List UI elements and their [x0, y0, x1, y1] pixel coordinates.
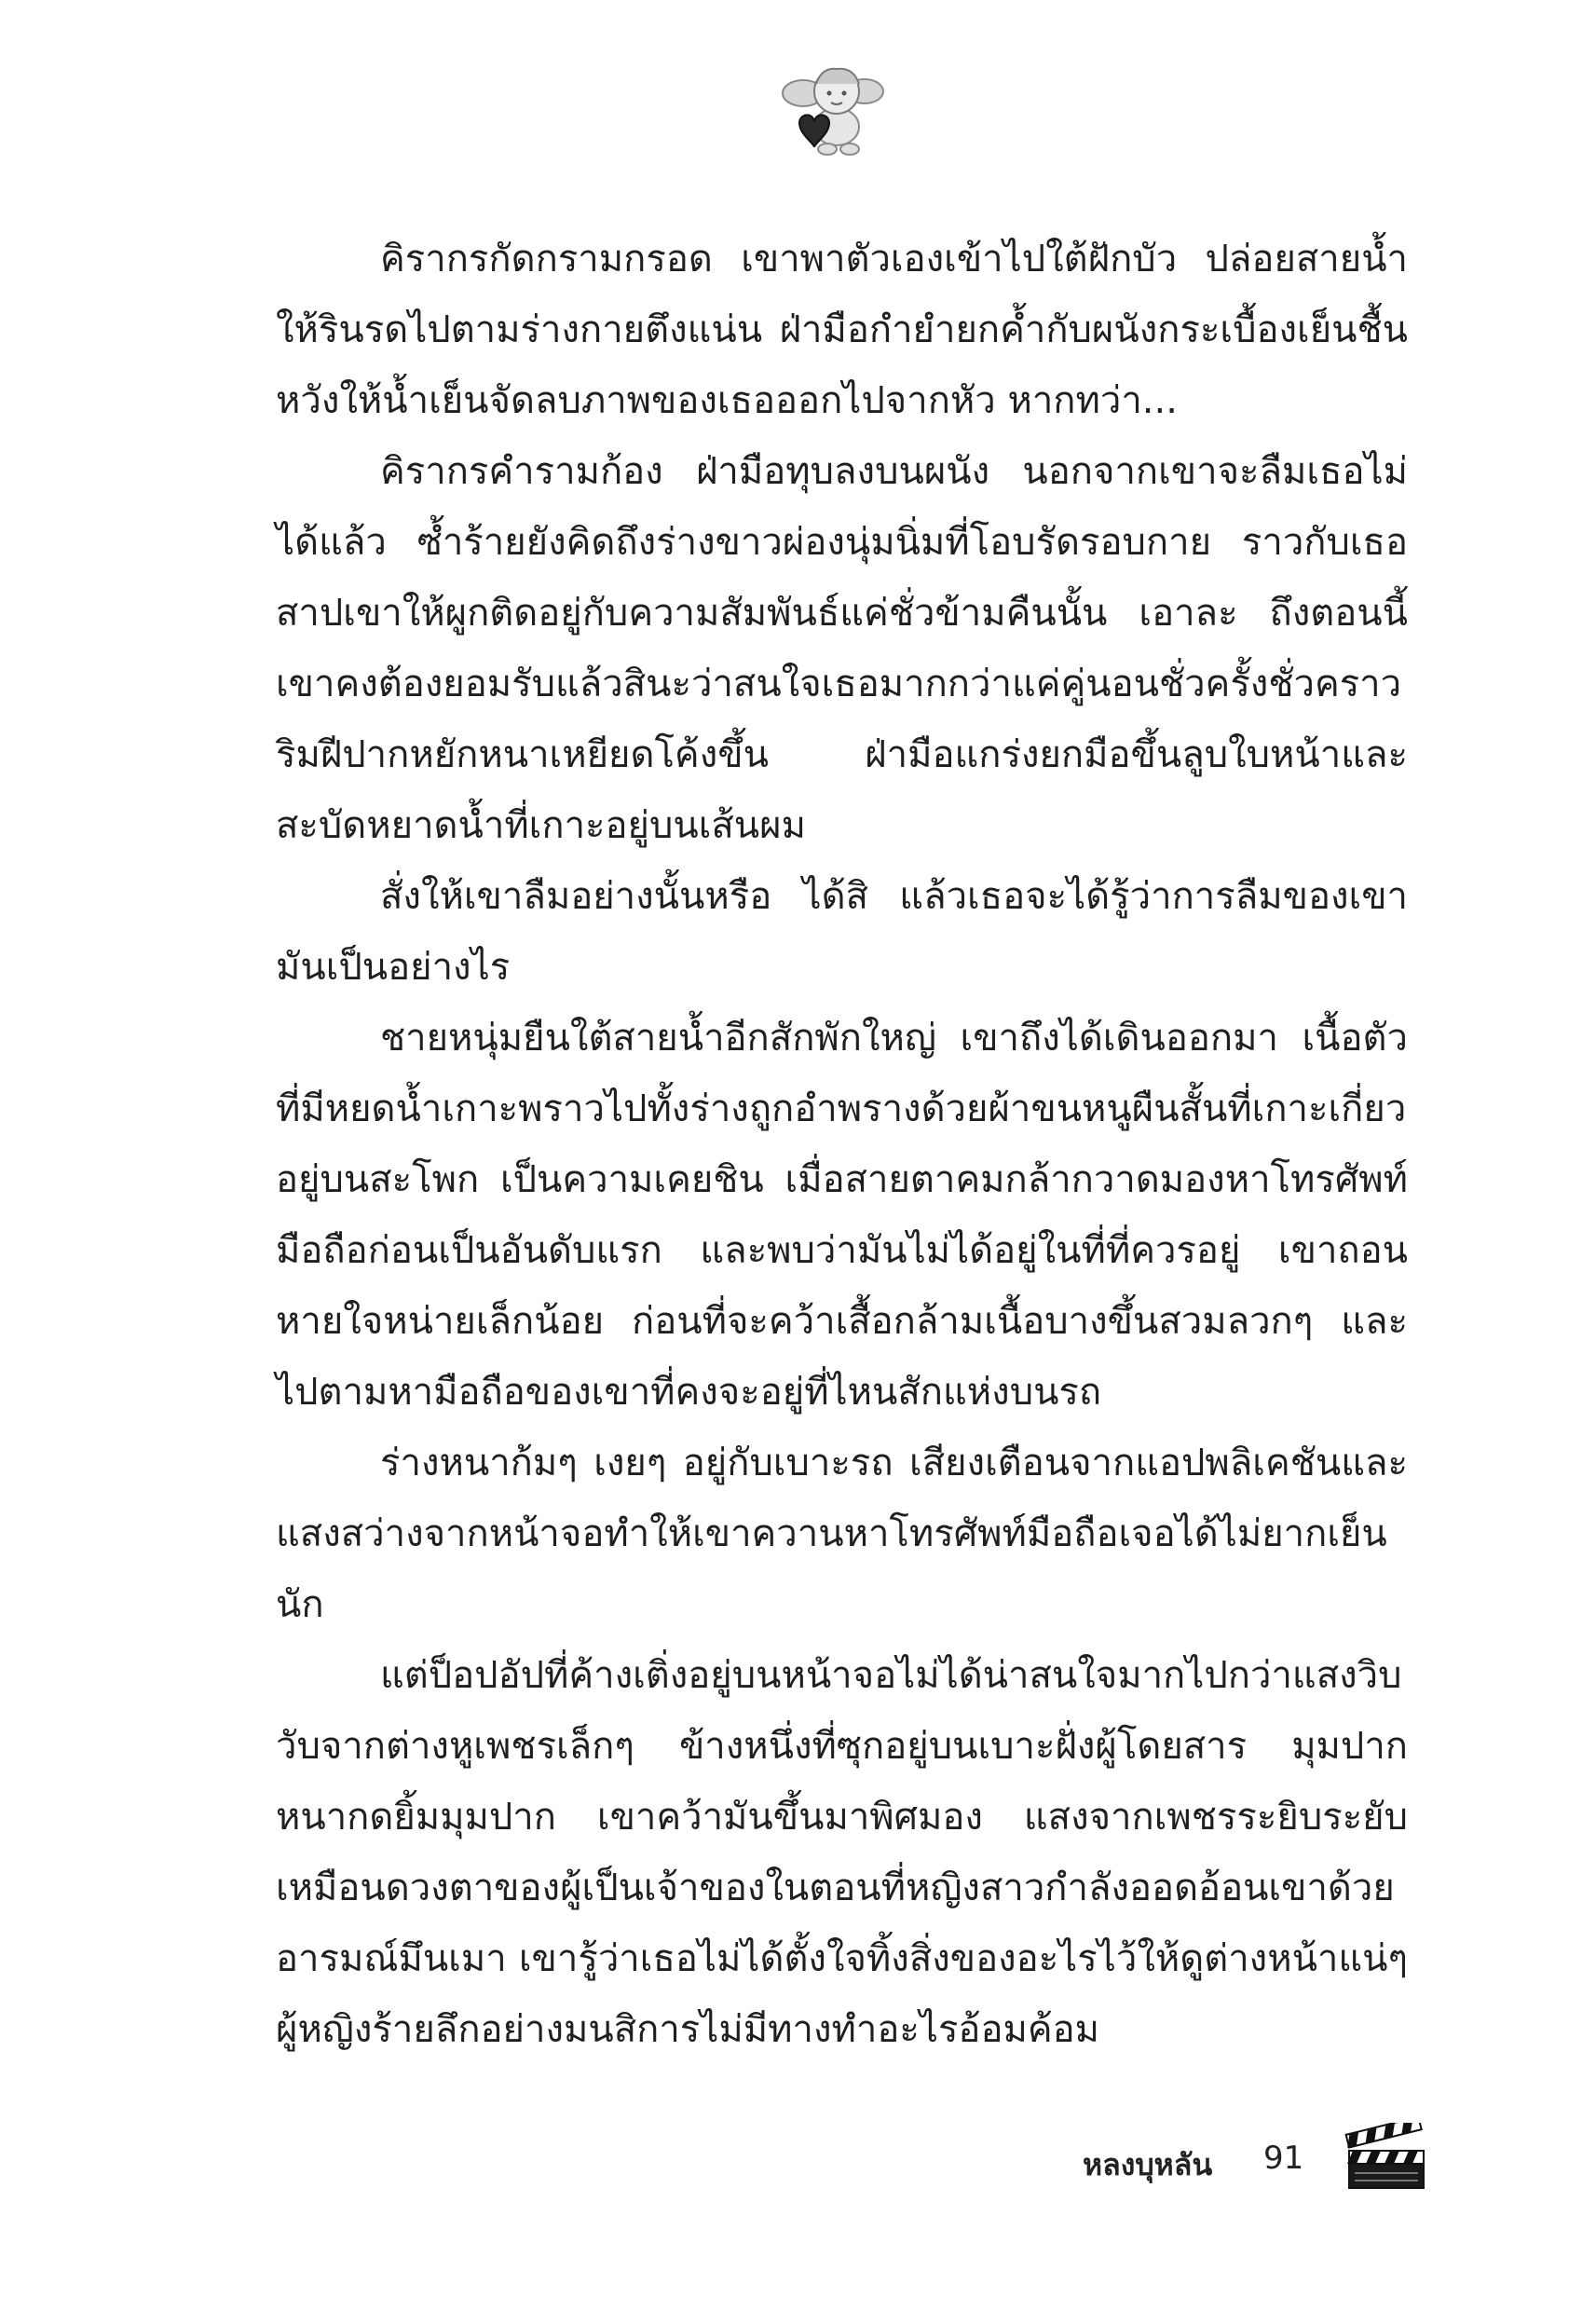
paragraph: ร่างหนาก้มๆ เงยๆ อยู่กับเบาะรถ เสียงเตือนจากแอปพลิเคชันและแสงสว่างจากหน้าจอทำให้เขาควานหาโทรศัพท์มือถือเจอได้ไม่ยากเย็นนัก [276, 1442, 1408, 1626]
page-number: 91 [1263, 2140, 1304, 2177]
cupid-with-heart-icon [779, 58, 887, 160]
body-text [276, 224, 1408, 2065]
paragraph: ชายหนุ่มยืนใต้สายน้ำอีกสักพักใหญ่ เขาถึงได้เดินออกมา เนื้อตัวที่มีหยดน้ำเกาะพราวไปทั้งร่างถูกอำพรางด้วยผ้าขนหนูผืนสั้นที่เกาะเกี่ยวอยู่บนสะโพก เป็นความเคยชิน เมื่อสายตาคมกล้ากวาดมองหาโทรศัพท์มือถือก่อนเป็นอันดับแรก และพบว่ามันไม่ได้อยู่ในที่ที่ควรอยู่ เขาถอนหายใจหน่ายเล็กน้อย ก่อนที่จะคว้าเสื้อกล้ามเนื้อบางขึ้นสวมลวกๆ และไปตามหามือถือของเขาที่คงจะอยู่ที่ไหนสักแห่งบนรถ [276, 1017, 1408, 1414]
paragraph: สั่งให้เขาลืมอย่างนั้นหรือ ได้สิ แล้วเธอจะได้รู้ว่าการลืมของเขามันเป็นอย่างไร [276, 875, 1408, 989]
paragraph: คิรากรคำรามก้อง ฝ่ามือทุบลงบนผนัง นอกจากเขาจะลืมเธอไม่ได้แล้ว ซ้ำร้ายยังคิดถึงร่างขาวผ่องนุ่มนิ่มที่โอบรัดรอบกาย ราวกับเธอสาปเขาให้ผูกติดอยู่กับความสัมพันธ์แค่ชั่วข้ามคืนนั้น เอาละ ถึงตอนนี้เขาคงต้องยอมรับแล้วสินะว่าสนใจเธอมากกว่าแค่คู่นอนชั่วครั้งชั่วคราว ริมฝีปากหยักหนาเหยียดโค้งขึ้น ฝ่ามือแกร่งยกมือขึ้นลูบใบหน้าและสะบัดหยาดน้ำที่เกาะอยู่บนเส้นผม [276, 450, 1408, 847]
paragraph: แต่ป็อปอัปที่ค้างเติ่งอยู่บนหน้าจอไม่ได้น่าสนใจมากไปกว่าแสงวิบวับจากต่างหูเพชรเล็กๆ ข้างหนึ่งที่ซุกอยู่บนเบาะฝั่งผู้โดยสาร มุมปากหนากดยิ้มมุมปาก เขาคว้ามันขึ้นมาพิศมอง แสงจากเพชรระยิบระยับเหมือนดวงตาของผู้เป็นเจ้าของในตอนที่หญิงสาวกำลังออดอ้อนเขาด้วยอารมณ์มึนเมา เขารู้ว่าเธอไม่ได้ตั้งใจทิ้งสิ่งของอะไรไว้ให้ดูต่างหน้าแน่ๆ ผู้หญิงร้ายลึกอย่างมนสิการไม่มีทางทำอะไรอ้อมค้อม [276, 1654, 1408, 2051]
film-clapperboard-icon [1344, 2123, 1429, 2192]
page-footer [1044, 2106, 1435, 2199]
book-title: หลงบุหลัน [1083, 2147, 1213, 2182]
paragraph: คิรากรกัดกรามกรอด เขาพาตัวเองเข้าไปใต้ฝักบัว ปล่อยสายน้ำให้รินรดไปตามร่างกายตึงแน่น ฝ่ามือกำยำยกค้ำกับผนังกระเบื้องเย็นชื้น หวังให้น้ำเย็นจัดลบภาพของเธอออกไปจากหัว หากทว่า... [276, 238, 1408, 422]
